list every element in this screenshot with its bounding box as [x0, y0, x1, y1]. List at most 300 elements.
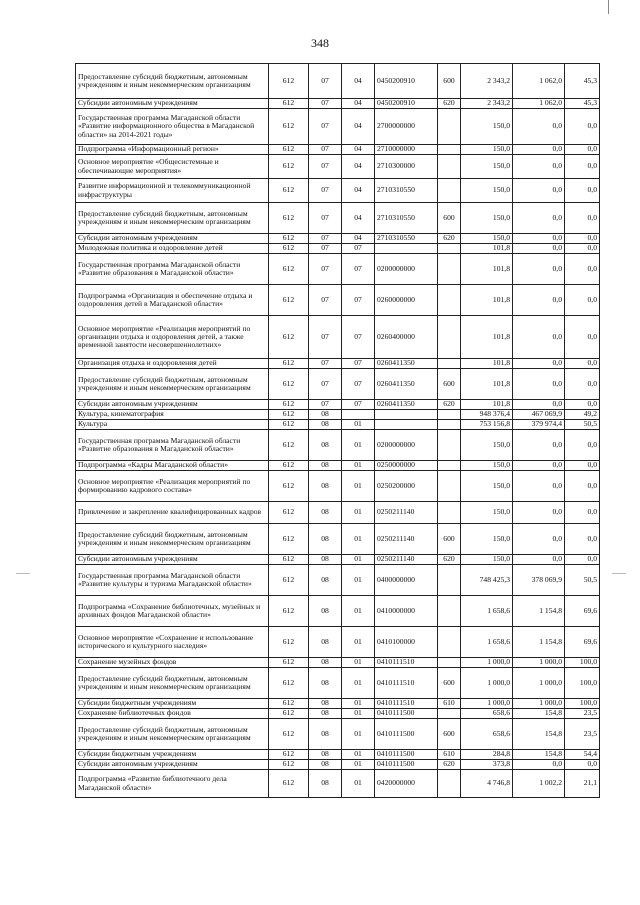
row-name-cell: Подпрограмма «Сохранение библиотечных, музейных и архивных фондов Магаданской области»: [76, 596, 269, 627]
section-code-cell: 08: [309, 699, 342, 709]
amount-cell: 150,0: [461, 430, 513, 461]
percent-cell: 0,0: [565, 400, 600, 410]
expense-type-cell: 600: [438, 369, 461, 400]
subsection-code-cell: 01: [342, 555, 375, 565]
section-code-cell: 08: [309, 668, 342, 699]
expense-type-cell: [438, 179, 461, 203]
amount-cell: 101,8: [461, 316, 513, 359]
table-row: [76, 709, 600, 719]
expense-type-cell: [438, 471, 461, 502]
expense-type-cell: 620: [438, 99, 461, 109]
ministry-code-cell: 612: [269, 627, 309, 658]
section-code-cell: 08: [309, 430, 342, 461]
table-row: [76, 430, 600, 461]
executed-cell: 467 069,9: [513, 410, 565, 420]
executed-cell: 1 154,8: [513, 627, 565, 658]
table-row: [76, 668, 600, 699]
ministry-code-cell: 612: [269, 145, 309, 155]
ministry-code-cell: 612: [269, 596, 309, 627]
subsection-code-cell: 07: [342, 359, 375, 369]
expense-type-cell: 620: [438, 400, 461, 410]
table-row: [76, 719, 600, 750]
row-name-cell: Культура, кинематография: [76, 410, 269, 420]
ministry-code-cell: 612: [269, 203, 309, 234]
ministry-code-cell: 612: [269, 471, 309, 502]
executed-cell: 0,0: [513, 234, 565, 244]
expense-type-cell: [438, 359, 461, 369]
subsection-code-cell: 04: [342, 234, 375, 244]
amount-cell: 101,8: [461, 400, 513, 410]
target-code-cell: 0250211140: [375, 524, 438, 555]
executed-cell: 0,0: [513, 524, 565, 555]
ministry-code-cell: 612: [269, 430, 309, 461]
subsection-code-cell: 04: [342, 155, 375, 179]
row-name-cell: Предоставление субсидий бюджетным, автономным учреждениям и иным некоммерческим организациям: [76, 369, 269, 400]
table-row: [76, 750, 600, 760]
executed-cell: 0,0: [513, 179, 565, 203]
target-code-cell: 0250211140: [375, 502, 438, 524]
row-name-cell: Субсидии автономным учреждениям: [76, 555, 269, 565]
target-code-cell: 0200000000: [375, 430, 438, 461]
section-code-cell: 08: [309, 461, 342, 471]
executed-cell: 1 000,0: [513, 668, 565, 699]
executed-cell: 0,0: [513, 359, 565, 369]
amount-cell: 658,6: [461, 709, 513, 719]
row-name-cell: Подпрограмма «Развитие библиотечного дела Магаданской области»: [76, 770, 269, 798]
expense-type-cell: [438, 709, 461, 719]
executed-cell: 1 000,0: [513, 699, 565, 709]
row-name-cell: Молодежная политика и оздоровление детей: [76, 244, 269, 254]
expense-type-cell: [438, 420, 461, 430]
expense-type-cell: [438, 627, 461, 658]
row-name-cell: Предоставление субсидий бюджетным, автономным учреждениям и иным некоммерческим организациям: [76, 524, 269, 555]
section-code-cell: 08: [309, 596, 342, 627]
percent-cell: 0,0: [565, 179, 600, 203]
target-code-cell: 0450200910: [375, 64, 438, 99]
executed-cell: 0,0: [513, 502, 565, 524]
target-code-cell: 0400000000: [375, 565, 438, 596]
table-row: [76, 316, 600, 359]
section-code-cell: 07: [309, 109, 342, 145]
amount-cell: 101,8: [461, 359, 513, 369]
amount-cell: 373,8: [461, 760, 513, 770]
amount-cell: 1 000,0: [461, 668, 513, 699]
amount-cell: 284,8: [461, 750, 513, 760]
subsection-code-cell: 04: [342, 203, 375, 234]
percent-cell: 0,0: [565, 359, 600, 369]
expense-type-cell: [438, 430, 461, 461]
target-code-cell: [375, 244, 438, 254]
percent-cell: 50,5: [565, 565, 600, 596]
target-code-cell: 0250000000: [375, 461, 438, 471]
target-code-cell: 2710310550: [375, 179, 438, 203]
table-row: [76, 203, 600, 234]
target-code-cell: 2710310550: [375, 203, 438, 234]
amount-cell: 1 658,6: [461, 627, 513, 658]
percent-cell: 45,3: [565, 64, 600, 99]
percent-cell: 0,0: [565, 203, 600, 234]
row-name-cell: Государственная программа Магаданской области «Развитие образования в Магаданской области»: [76, 430, 269, 461]
target-code-cell: 0410111500: [375, 719, 438, 750]
section-code-cell: 08: [309, 410, 342, 420]
subsection-code-cell: 01: [342, 699, 375, 709]
ministry-code-cell: 612: [269, 109, 309, 145]
ministry-code-cell: 612: [269, 244, 309, 254]
expense-type-cell: [438, 658, 461, 668]
row-name-cell: Предоставление субсидий бюджетным, автономным учреждениям и иным некоммерческим организациям: [76, 203, 269, 234]
section-code-cell: 08: [309, 719, 342, 750]
expense-type-cell: 620: [438, 555, 461, 565]
table-row: [76, 254, 600, 285]
row-name-cell: Государственная программа Магаданской области «Развитие образования в Магаданской области»: [76, 254, 269, 285]
executed-cell: 1 002,2: [513, 770, 565, 798]
percent-cell: 0,0: [565, 234, 600, 244]
subsection-code-cell: 01: [342, 709, 375, 719]
ministry-code-cell: 612: [269, 400, 309, 410]
ministry-code-cell: 612: [269, 524, 309, 555]
ministry-code-cell: 612: [269, 64, 309, 99]
executed-cell: 378 069,9: [513, 565, 565, 596]
row-name-cell: Подпрограмма «Организация и обеспечение отдыха и оздоровления детей в Магаданской области»: [76, 285, 269, 316]
row-name-cell: Субсидии автономным учреждениям: [76, 760, 269, 770]
expense-type-cell: [438, 461, 461, 471]
row-name-cell: Государственная программа Магаданской области «Развитие культуры и туризма Магаданской области»: [76, 565, 269, 596]
executed-cell: 0,0: [513, 316, 565, 359]
table-row: [76, 155, 600, 179]
section-code-cell: 07: [309, 64, 342, 99]
percent-cell: 0,0: [565, 461, 600, 471]
section-code-cell: 08: [309, 524, 342, 555]
percent-cell: 0,0: [565, 369, 600, 400]
table-row: [76, 658, 600, 668]
amount-cell: 150,0: [461, 155, 513, 179]
expense-type-cell: [438, 145, 461, 155]
ministry-code-cell: 612: [269, 719, 309, 750]
ministry-code-cell: 612: [269, 316, 309, 359]
expense-type-cell: [438, 316, 461, 359]
subsection-code-cell: 01: [342, 524, 375, 555]
amount-cell: 150,0: [461, 471, 513, 502]
subsection-code-cell: 01: [342, 596, 375, 627]
target-code-cell: 0410111500: [375, 760, 438, 770]
table-row: [76, 461, 600, 471]
expense-type-cell: [438, 502, 461, 524]
percent-cell: 69,6: [565, 596, 600, 627]
executed-cell: 0,0: [513, 254, 565, 285]
expense-type-cell: [438, 109, 461, 145]
ministry-code-cell: 612: [269, 99, 309, 109]
percent-cell: 0,0: [565, 471, 600, 502]
amount-cell: 4 746,8: [461, 770, 513, 798]
table-row: [76, 145, 600, 155]
table-row: [76, 502, 600, 524]
subsection-code-cell: 04: [342, 109, 375, 145]
percent-cell: 100,0: [565, 699, 600, 709]
section-code-cell: 07: [309, 179, 342, 203]
row-name-cell: Культура: [76, 420, 269, 430]
subsection-code-cell: 01: [342, 770, 375, 798]
expense-type-cell: 620: [438, 760, 461, 770]
row-name-cell: Основное мероприятие «Общесистемные и обеспечивающие мероприятия»: [76, 155, 269, 179]
percent-cell: 0,0: [565, 316, 600, 359]
table-row: [76, 109, 600, 145]
target-code-cell: 0410111510: [375, 658, 438, 668]
percent-cell: 0,0: [565, 502, 600, 524]
amount-cell: 150,0: [461, 234, 513, 244]
target-code-cell: 2700000000: [375, 109, 438, 145]
section-code-cell: 07: [309, 244, 342, 254]
percent-cell: 45,3: [565, 99, 600, 109]
percent-cell: 50,5: [565, 420, 600, 430]
row-name-cell: Субсидии бюджетным учреждениям: [76, 750, 269, 760]
ministry-code-cell: 612: [269, 234, 309, 244]
table-row: [76, 565, 600, 596]
table-row: [76, 99, 600, 109]
percent-cell: 0,0: [565, 109, 600, 145]
ministry-code-cell: 612: [269, 410, 309, 420]
amount-cell: 150,0: [461, 555, 513, 565]
row-name-cell: Основное мероприятие «Сохранение и использование исторического и культурного наследия»: [76, 627, 269, 658]
table-row: [76, 555, 600, 565]
executed-cell: 0,0: [513, 760, 565, 770]
ministry-code-cell: 612: [269, 658, 309, 668]
section-code-cell: 08: [309, 555, 342, 565]
target-code-cell: 0260400000: [375, 316, 438, 359]
section-code-cell: 07: [309, 203, 342, 234]
percent-cell: 100,0: [565, 668, 600, 699]
ministry-code-cell: 612: [269, 155, 309, 179]
executed-cell: 0,0: [513, 244, 565, 254]
ministry-code-cell: 612: [269, 699, 309, 709]
table-row: [76, 410, 600, 420]
ministry-code-cell: 612: [269, 254, 309, 285]
target-code-cell: 0260411350: [375, 359, 438, 369]
expense-type-cell: 610: [438, 750, 461, 760]
amount-cell: 101,8: [461, 244, 513, 254]
row-name-cell: Субсидии автономным учреждениям: [76, 400, 269, 410]
target-code-cell: 2710000000: [375, 145, 438, 155]
ministry-code-cell: 612: [269, 565, 309, 596]
subsection-code-cell: 04: [342, 99, 375, 109]
target-code-cell: 2710310550: [375, 234, 438, 244]
scan-mark-left: [16, 573, 30, 574]
amount-cell: 150,0: [461, 145, 513, 155]
percent-cell: 54,4: [565, 750, 600, 760]
section-code-cell: 08: [309, 565, 342, 596]
subsection-code-cell: 01: [342, 658, 375, 668]
target-code-cell: 0260411350: [375, 369, 438, 400]
executed-cell: 1 062,0: [513, 64, 565, 99]
executed-cell: 1 000,0: [513, 658, 565, 668]
executed-cell: 0,0: [513, 155, 565, 179]
percent-cell: 0,0: [565, 254, 600, 285]
section-code-cell: 07: [309, 369, 342, 400]
table-row: [76, 699, 600, 709]
executed-cell: 154,8: [513, 719, 565, 750]
section-code-cell: 08: [309, 658, 342, 668]
target-code-cell: 0260000000: [375, 285, 438, 316]
amount-cell: 1 658,6: [461, 596, 513, 627]
row-name-cell: Основное мероприятие «Реализация мероприятий по формированию кадрового состава»: [76, 471, 269, 502]
expense-type-cell: 600: [438, 64, 461, 99]
table-row: [76, 471, 600, 502]
amount-cell: 948 376,4: [461, 410, 513, 420]
percent-cell: 21,1: [565, 770, 600, 798]
amount-cell: 150,0: [461, 524, 513, 555]
target-code-cell: 0250211140: [375, 555, 438, 565]
expense-type-cell: 600: [438, 203, 461, 234]
section-code-cell: 07: [309, 99, 342, 109]
target-code-cell: 0410111500: [375, 709, 438, 719]
executed-cell: 0,0: [513, 461, 565, 471]
table-row: [76, 596, 600, 627]
percent-cell: 100,0: [565, 658, 600, 668]
row-name-cell: Сохранение музейных фондов: [76, 658, 269, 668]
amount-cell: 150,0: [461, 179, 513, 203]
amount-cell: 2 343,2: [461, 99, 513, 109]
percent-cell: 0,0: [565, 524, 600, 555]
executed-cell: 0,0: [513, 145, 565, 155]
target-code-cell: 0450200910: [375, 99, 438, 109]
row-name-cell: Предоставление субсидий бюджетным, автономным учреждениям и иным некоммерческим организациям: [76, 64, 269, 99]
expense-type-cell: [438, 155, 461, 179]
amount-cell: 150,0: [461, 203, 513, 234]
amount-cell: 150,0: [461, 109, 513, 145]
ministry-code-cell: 612: [269, 555, 309, 565]
scan-mark-top: [608, 0, 609, 14]
table-row: [76, 627, 600, 658]
executed-cell: 0,0: [513, 555, 565, 565]
target-code-cell: [375, 410, 438, 420]
row-name-cell: Развитие информационной и телекоммуникационной инфраструктуры: [76, 179, 269, 203]
row-name-cell: Сохранение библиотечных фондов: [76, 709, 269, 719]
percent-cell: 0,0: [565, 430, 600, 461]
percent-cell: 23,5: [565, 719, 600, 750]
executed-cell: 0,0: [513, 430, 565, 461]
page-number: 348: [311, 36, 329, 50]
subsection-code-cell: 01: [342, 420, 375, 430]
subsection-code-cell: 04: [342, 64, 375, 99]
target-code-cell: 0260411350: [375, 400, 438, 410]
percent-cell: 0,0: [565, 145, 600, 155]
target-code-cell: 0250200000: [375, 471, 438, 502]
target-code-cell: 0410111510: [375, 668, 438, 699]
scan-mark-right: [612, 573, 626, 574]
row-name-cell: Основное мероприятие «Реализация мероприятий по организации отдыха и оздоровления детей, а также временной занятости несовершеннолетних»: [76, 316, 269, 359]
table-row: [76, 524, 600, 555]
subsection-code-cell: 04: [342, 179, 375, 203]
section-code-cell: 08: [309, 760, 342, 770]
subsection-code-cell: 07: [342, 400, 375, 410]
subsection-code-cell: 01: [342, 627, 375, 658]
amount-cell: 150,0: [461, 502, 513, 524]
subsection-code-cell: 07: [342, 244, 375, 254]
expense-type-cell: [438, 244, 461, 254]
executed-cell: 0,0: [513, 471, 565, 502]
section-code-cell: 08: [309, 709, 342, 719]
table-row: [76, 760, 600, 770]
subsection-code-cell: 01: [342, 565, 375, 596]
subsection-code-cell: 01: [342, 471, 375, 502]
table-row: [76, 359, 600, 369]
target-code-cell: 2710300000: [375, 155, 438, 179]
row-name-cell: Организация отдыха и оздоровления детей: [76, 359, 269, 369]
table-row: [76, 244, 600, 254]
percent-cell: 0,0: [565, 555, 600, 565]
row-name-cell: Подпрограмма «Информационный регион»: [76, 145, 269, 155]
row-name-cell: Субсидии бюджетным учреждениям: [76, 699, 269, 709]
target-code-cell: 0420000000: [375, 770, 438, 798]
ministry-code-cell: 612: [269, 502, 309, 524]
ministry-code-cell: 612: [269, 359, 309, 369]
section-code-cell: 08: [309, 420, 342, 430]
subsection-code-cell: 04: [342, 145, 375, 155]
expense-type-cell: [438, 285, 461, 316]
executed-cell: 0,0: [513, 369, 565, 400]
section-code-cell: 07: [309, 400, 342, 410]
section-code-cell: 08: [309, 627, 342, 658]
target-code-cell: 0200000000: [375, 254, 438, 285]
expense-type-cell: 610: [438, 699, 461, 709]
ministry-code-cell: 612: [269, 760, 309, 770]
amount-cell: 150,0: [461, 461, 513, 471]
target-code-cell: 0410000000: [375, 596, 438, 627]
subsection-code-cell: 01: [342, 430, 375, 461]
subsection-code-cell: 07: [342, 285, 375, 316]
section-code-cell: 07: [309, 254, 342, 285]
section-code-cell: 07: [309, 145, 342, 155]
section-code-cell: 07: [309, 155, 342, 179]
row-name-cell: Государственная программа Магаданской области «Развитие информационного общества в Магаданской области» на 2014-2021 годы»: [76, 109, 269, 145]
amount-cell: 101,8: [461, 254, 513, 285]
row-name-cell: Субсидии автономным учреждениям: [76, 99, 269, 109]
subsection-code-cell: 01: [342, 719, 375, 750]
subsection-code-cell: 01: [342, 502, 375, 524]
subsection-code-cell: 01: [342, 750, 375, 760]
executed-cell: 0,0: [513, 109, 565, 145]
row-name-cell: Субсидии автономным учреждениям: [76, 234, 269, 244]
table-row: [76, 234, 600, 244]
target-code-cell: [375, 420, 438, 430]
ministry-code-cell: 612: [269, 668, 309, 699]
executed-cell: 1 062,0: [513, 99, 565, 109]
expense-type-cell: [438, 770, 461, 798]
section-code-cell: 08: [309, 770, 342, 798]
subsection-code-cell: 01: [342, 760, 375, 770]
ministry-code-cell: 612: [269, 770, 309, 798]
ministry-code-cell: 612: [269, 709, 309, 719]
subsection-code-cell: 01: [342, 668, 375, 699]
ministry-code-cell: 612: [269, 461, 309, 471]
executed-cell: 154,8: [513, 750, 565, 760]
percent-cell: 69,6: [565, 627, 600, 658]
subsection-code-cell: 07: [342, 254, 375, 285]
section-code-cell: 07: [309, 234, 342, 244]
row-name-cell: Предоставление субсидий бюджетным, автономным учреждениям и иным некоммерческим организациям: [76, 668, 269, 699]
budget-table-body: [76, 64, 600, 798]
section-code-cell: 08: [309, 471, 342, 502]
expense-type-cell: [438, 254, 461, 285]
ministry-code-cell: 612: [269, 420, 309, 430]
executed-cell: 0,0: [513, 400, 565, 410]
row-name-cell: Подпрограмма «Кадры Магаданской области»: [76, 461, 269, 471]
expense-type-cell: 620: [438, 234, 461, 244]
executed-cell: 0,0: [513, 203, 565, 234]
ministry-code-cell: 612: [269, 750, 309, 760]
budget-table: [75, 63, 600, 798]
section-code-cell: 07: [309, 316, 342, 359]
percent-cell: 0,0: [565, 760, 600, 770]
